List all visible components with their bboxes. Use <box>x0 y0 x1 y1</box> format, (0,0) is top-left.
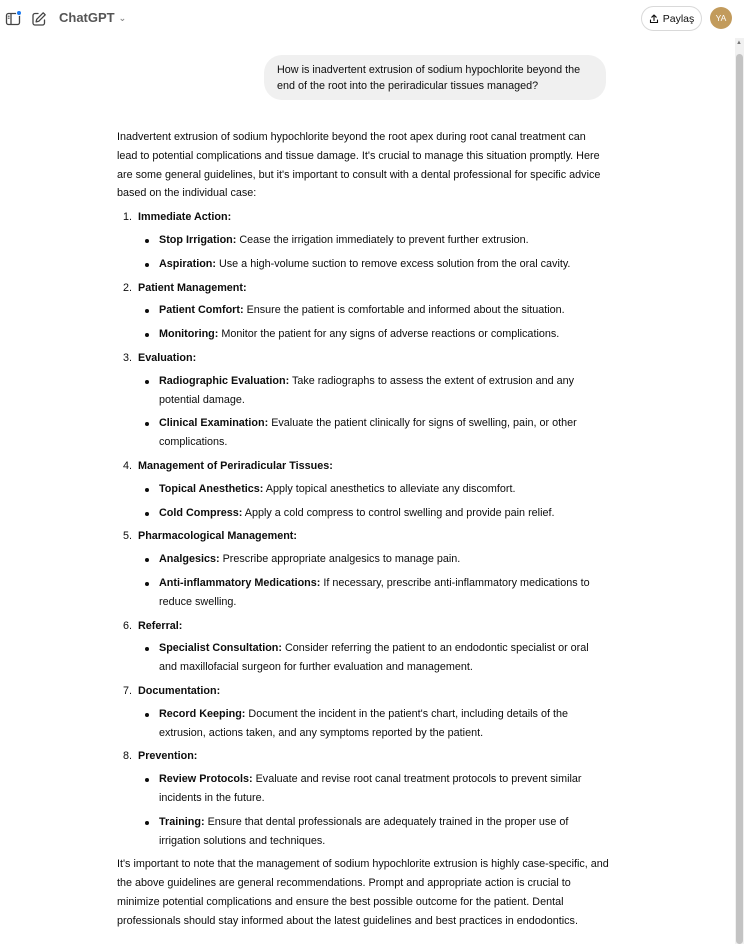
bullet-item <box>138 301 609 320</box>
bullet-item <box>138 414 609 452</box>
bullet-item <box>138 480 609 499</box>
step-number: 6. <box>123 619 133 632</box>
bullet-item <box>138 504 609 523</box>
bullet-item <box>138 255 609 274</box>
step-bullets <box>138 301 609 344</box>
bullet-text: Apply a cold compress to control swelling and provide pain relief. <box>242 506 555 519</box>
step-number: 4. <box>123 459 133 472</box>
step-heading: Referral: <box>138 619 183 632</box>
bullet-item <box>138 770 609 808</box>
model-name: ChatGPT <box>59 10 115 25</box>
bullet-label: Aspiration: <box>159 257 216 270</box>
chevron-down-icon: ⌄ <box>118 12 127 23</box>
step-item <box>117 747 609 850</box>
bullet-text: Prescribe appropriate analgesics to manage pain. <box>219 553 461 566</box>
step-item <box>117 349 609 452</box>
step-bullets <box>138 480 609 523</box>
bullet-text: Take radiographs to assess the extent of extrusion and any potential damage. <box>159 374 575 406</box>
pencil-square-icon <box>31 11 47 27</box>
step-number: 8. <box>123 750 133 763</box>
step-bullets <box>138 550 609 611</box>
new-chat-button[interactable] <box>28 8 50 30</box>
step-bullets <box>138 639 609 677</box>
bullet-text: Ensure the patient is comfortable and informed about the situation. <box>243 304 565 317</box>
bullet-label: Clinical Examination: <box>159 417 269 430</box>
sidebar-toggle-button[interactable] <box>2 8 24 30</box>
step-heading: Immediate Action: <box>138 211 232 224</box>
bullet-label: Specialist Consultation: <box>159 642 282 655</box>
step-item <box>117 208 609 273</box>
user-message: How is inadvertent extrusion of sodium hypochlorite beyond the end of the root into the periradicular tissues managed? <box>264 55 606 100</box>
step-item <box>117 527 609 611</box>
answer-intro: Inadvertent extrusion of sodium hypochlorite beyond the root apex during root canal treatment can lead to potential complications and tissue damage. It's crucial to manage this situation promptly. Here are some general guidelines, but it's important to consult with a dental professional for specific advice based on the individual case: <box>117 131 601 200</box>
step-heading: Documentation: <box>138 684 221 697</box>
step-heading: Pharmacological Management: <box>138 530 297 543</box>
step-item <box>117 457 609 522</box>
step-item <box>117 617 609 677</box>
step-item <box>117 279 609 344</box>
notification-dot <box>16 10 22 16</box>
bullet-label: Stop Irrigation: <box>159 233 237 246</box>
bullet-label: Radiographic Evaluation: <box>159 374 290 387</box>
bullet-text: Use a high-volume suction to remove excess solution from the oral cavity. <box>215 257 571 270</box>
step-bullets <box>138 705 609 743</box>
bullet-text: Evaluate the patient clinically for signs of swelling, pain, or other complications. <box>159 417 577 449</box>
scroll-up-arrow-icon[interactable]: ▲ <box>736 40 742 46</box>
bullet-item <box>138 574 609 612</box>
step-bullets <box>138 372 609 452</box>
step-heading: Management of Periradicular Tissues: <box>138 459 333 472</box>
bullet-label: Record Keeping: <box>159 707 246 720</box>
step-heading: Prevention: <box>138 750 198 763</box>
bullet-label: Analgesics: <box>159 553 220 566</box>
assistant-message <box>117 128 609 930</box>
bullet-text: Ensure that dental professionals are adequately trained in the proper use of irrigation solutions and techniques. <box>159 815 569 847</box>
step-heading: Evaluation: <box>138 351 197 364</box>
step-heading: Patient Management: <box>138 281 247 294</box>
step-number: 7. <box>123 684 133 697</box>
bullet-item <box>138 550 609 569</box>
bullet-label: Cold Compress: <box>159 506 243 519</box>
steps-list <box>117 208 609 850</box>
bullet-label: Training: <box>159 815 205 828</box>
bullet-label: Review Protocols: <box>159 773 253 786</box>
share-icon <box>649 14 659 24</box>
step-number: 1. <box>123 211 133 224</box>
share-button[interactable] <box>641 6 702 31</box>
step-item <box>117 682 609 742</box>
model-selector[interactable] <box>59 10 126 25</box>
bullet-item <box>138 372 609 410</box>
scrollbar[interactable] <box>735 38 744 944</box>
bullet-label: Anti-inflammatory Medications: <box>159 576 321 589</box>
answer-outro: It's important to note that the management of sodium hypochlorite extrusion is highly case-specific, and the above guidelines are general recommendations. Prompt and appropriate action is crucial to minimize potential complications and ensure the best possible outcome for the patient. Dental professionals should stay informed about the latest guidelines and best practices in endodontics. <box>117 858 609 927</box>
bullet-label: Monitoring: <box>159 328 219 341</box>
share-label: Paylaş <box>662 12 695 25</box>
bullet-text: Consider referring the patient to an endodontic specialist or oral and maxillofacial surgeon for further evaluation and management. <box>159 642 589 674</box>
bullet-item <box>138 639 609 677</box>
step-number: 2. <box>123 281 133 294</box>
bullet-text: Cease the irrigation immediately to prevent further extrusion. <box>236 233 529 246</box>
step-number: 3. <box>123 351 133 364</box>
top-bar <box>0 0 744 38</box>
bullet-item <box>138 231 609 250</box>
scrollbar-thumb[interactable] <box>736 54 743 944</box>
avatar[interactable]: YA <box>710 7 732 29</box>
bullet-item <box>138 813 609 851</box>
bullet-label: Patient Comfort: <box>159 304 244 317</box>
step-bullets <box>138 231 609 274</box>
bullet-item <box>138 705 609 743</box>
bullet-item <box>138 325 609 344</box>
bullet-text: If necessary, prescribe anti-inflammatory medications to reduce swelling. <box>159 576 590 608</box>
step-bullets <box>138 770 609 850</box>
bullet-label: Topical Anesthetics: <box>159 482 264 495</box>
step-number: 5. <box>123 530 133 543</box>
bullet-text: Evaluate and revise root canal treatment protocols to prevent similar incidents in the future. <box>159 773 582 804</box>
bullet-text: Document the incident in the patient's chart, including details of the extrusion, actions taken, and any symptoms reported by the patient. <box>159 707 568 739</box>
bullet-text: Monitor the patient for any signs of adverse reactions or complications. <box>218 328 560 341</box>
bullet-text: Apply topical anesthetics to alleviate any discomfort. <box>263 482 516 495</box>
